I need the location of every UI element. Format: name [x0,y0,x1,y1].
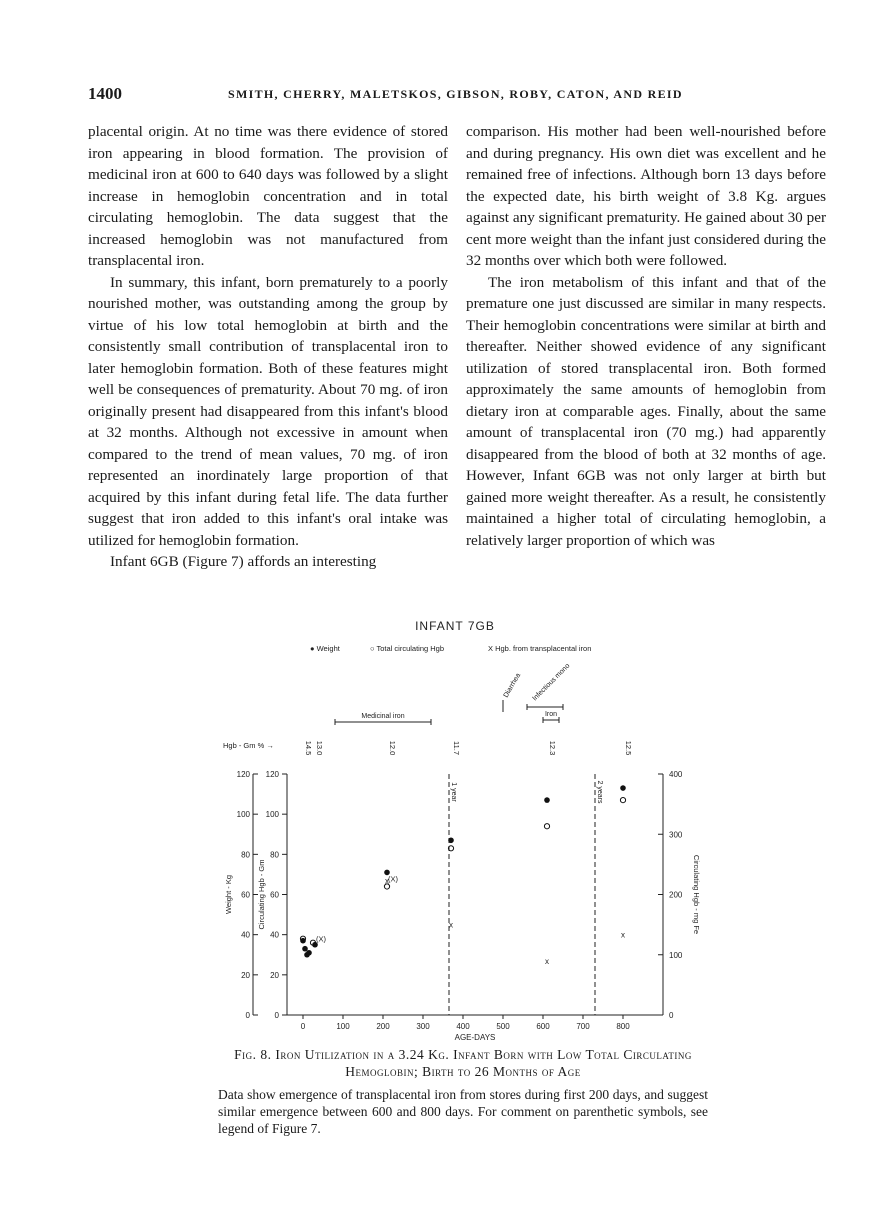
paragraph: The iron metabolism of this infant and that of the premature one just discussed are similar in many respects. Their hemoglobin concentrations were similar at birth and thereafter. Neither showed evidence of any significant utilization of stored transplacental iron. Both formed approximately the same amounts of hemoglobin from dietary iron at comparable ages. Finally, about the same amount of transplacental iron (70 mg.) had apparently disappeared from the blood of both at 32 months of age. However, Infant 6GB was not only larger at birth but gained more weight thereafter. As a result, he consistently maintained a higher total of circulating hemoglobin, a relatively larger proportion of which was [466,273,826,549]
hgb-tick-label: 80 [270,850,279,860]
figure-8 [205,612,705,1042]
right-tick-label: 0 [669,1011,674,1020]
right-tick-label: 100 [669,950,683,960]
legend-entry: ○ Total circulating Hgb [370,644,445,653]
reference-line-label: 2 years [596,780,603,804]
hgb-point [620,798,625,803]
annotation-label: Medicinal iron [361,713,405,720]
hgb-concentration-label: Hgb - Gm % → [223,741,274,750]
weight-axis-label: Weight - Kg [224,874,233,915]
running-authors: SMITH, CHERRY, MALETSKOS, GIBSON, ROBY, CATON, AND REID [228,87,683,101]
hgb-concentration-value: 12.3 [548,740,557,756]
right-column [466,121,826,551]
hgb-tick-label: 0 [274,1011,279,1020]
caption-body: Data show emergence of transplacental iron from stores during first 200 days, and suggest similar emergence between 600 and 800 days. For comment on parenthetic symbols, see legend of Figure 7. [218,1087,708,1136]
hgb-tick-label: 120 [265,770,279,779]
parenthetic-label: (X) [316,934,326,944]
weight-point [302,946,308,952]
transplacental-point: x [621,930,625,940]
hgb-concentration-value: 12.5 [624,740,633,756]
page-header [88,84,828,108]
hgb-concentration-value: 12.0 [388,740,397,756]
transplacental-point: x [385,876,389,886]
figure-caption [218,1046,708,1137]
weight-tick-label: 0 [245,1011,250,1020]
weight-tick-label: 60 [241,890,250,900]
x-tick-label: 600 [536,1022,550,1031]
legend-entry: ● Weight [310,644,340,653]
chart [205,612,705,1042]
weight-tick-label: 20 [241,970,250,980]
x-tick-label: 700 [576,1022,590,1031]
hgb-tick-label: 40 [270,930,279,940]
hgb-concentration-value: 14.5 [304,740,313,756]
hgb-tick-label: 20 [270,970,279,980]
legend-entry: X Hgb. from transplacental iron [488,644,592,653]
weight-point [620,785,626,791]
reference-line-label: 1 year [450,782,457,802]
hgb-point [544,824,549,829]
annotation-label: Diarrhea [502,672,523,699]
weight-tick-label: 80 [241,850,250,860]
x-tick-label: 500 [496,1022,510,1031]
weight-tick-label: 100 [236,810,250,820]
paragraph: In summary, this infant, born prematurely to a poorly nourished mother, was outstanding among the group by virtue of his low total hemoglobin at birth and the consistently small contribution of transplacental iron to later hemoglobin formation. Both of these features might well be consequences of prematurity. About 70 mg. of iron originally present had disappeared from this infant's blood at 32 months. Although not excessive in amount when compared to the trend of mean values, 70 mg. of iron represented an inordinately large proportion of that acquired by this infant during fetal life. The data further suggest that iron added to this infant's oral intake was utilized for hemoglobin formation. [88,273,448,549]
parenthetic-label: (X) [388,874,398,884]
transplacental-point: x [545,956,549,966]
left-column [88,121,448,573]
paragraph: Infant 6GB (Figure 7) affords an interesting [110,553,377,570]
right-axis-label: Circulating Hgb - mg Fe [692,854,701,935]
paragraph: placental origin. At no time was there evidence of stored iron appearing in blood formation. The provision of medicinal iron at 600 to 640 days was followed by a slight increase in hemoglobin concentration and in total circulating hemoglobin. The data suggest that the increased hemoglobin was not manufactured from transplacental iron. [88,123,448,269]
weight-point [306,950,312,956]
page-number: 1400 [88,84,122,103]
right-tick-label: 200 [669,890,683,900]
transplacental-point: x [449,920,453,930]
right-tick-label: 400 [669,770,683,779]
hgb-tick-label: 60 [270,890,279,900]
x-tick-label: 400 [456,1022,470,1031]
annotation-label: Infectious mono [531,662,572,703]
weight-point [544,797,550,803]
caption-title: Fig. 8. Iron Utilization in a 3.24 Kg. Infant Born with Low Total Circulating Hemoglobin; Birth to 26 Months of Age [234,1047,692,1079]
x-axis-label: AGE-DAYS [454,1033,496,1042]
weight-tick-label: 40 [241,930,250,940]
hgb-concentration-value: 11.7 [452,740,461,756]
x-tick-label: 300 [416,1022,430,1031]
x-tick-label: 800 [616,1022,630,1031]
x-tick-label: 100 [336,1022,350,1031]
hgb-concentration-value: 13.0 [315,740,325,756]
chart-title: INFANT 7GB [415,619,495,633]
weight-point [448,837,454,843]
weight-tick-label: 120 [236,770,250,779]
hgb-tick-label: 100 [265,810,279,820]
hgb-axis-label: Circulating Hgb - Gm [257,859,266,930]
annotation-label: Iron [544,711,558,718]
paragraph: comparison. His mother had been well-nourished before and during pregnancy. His own diet was excellent and he remained free of infections. Although born 13 days before the expected date, his birth weight of 3.8 Kg. argues against any significant prematurity. He gained about 30 per cent more weight than the infant just considered during the 32 months over which both were followed. [466,123,826,269]
x-tick-label: 200 [376,1022,390,1031]
right-tick-label: 300 [669,830,683,840]
x-tick-label: 0 [300,1022,306,1031]
